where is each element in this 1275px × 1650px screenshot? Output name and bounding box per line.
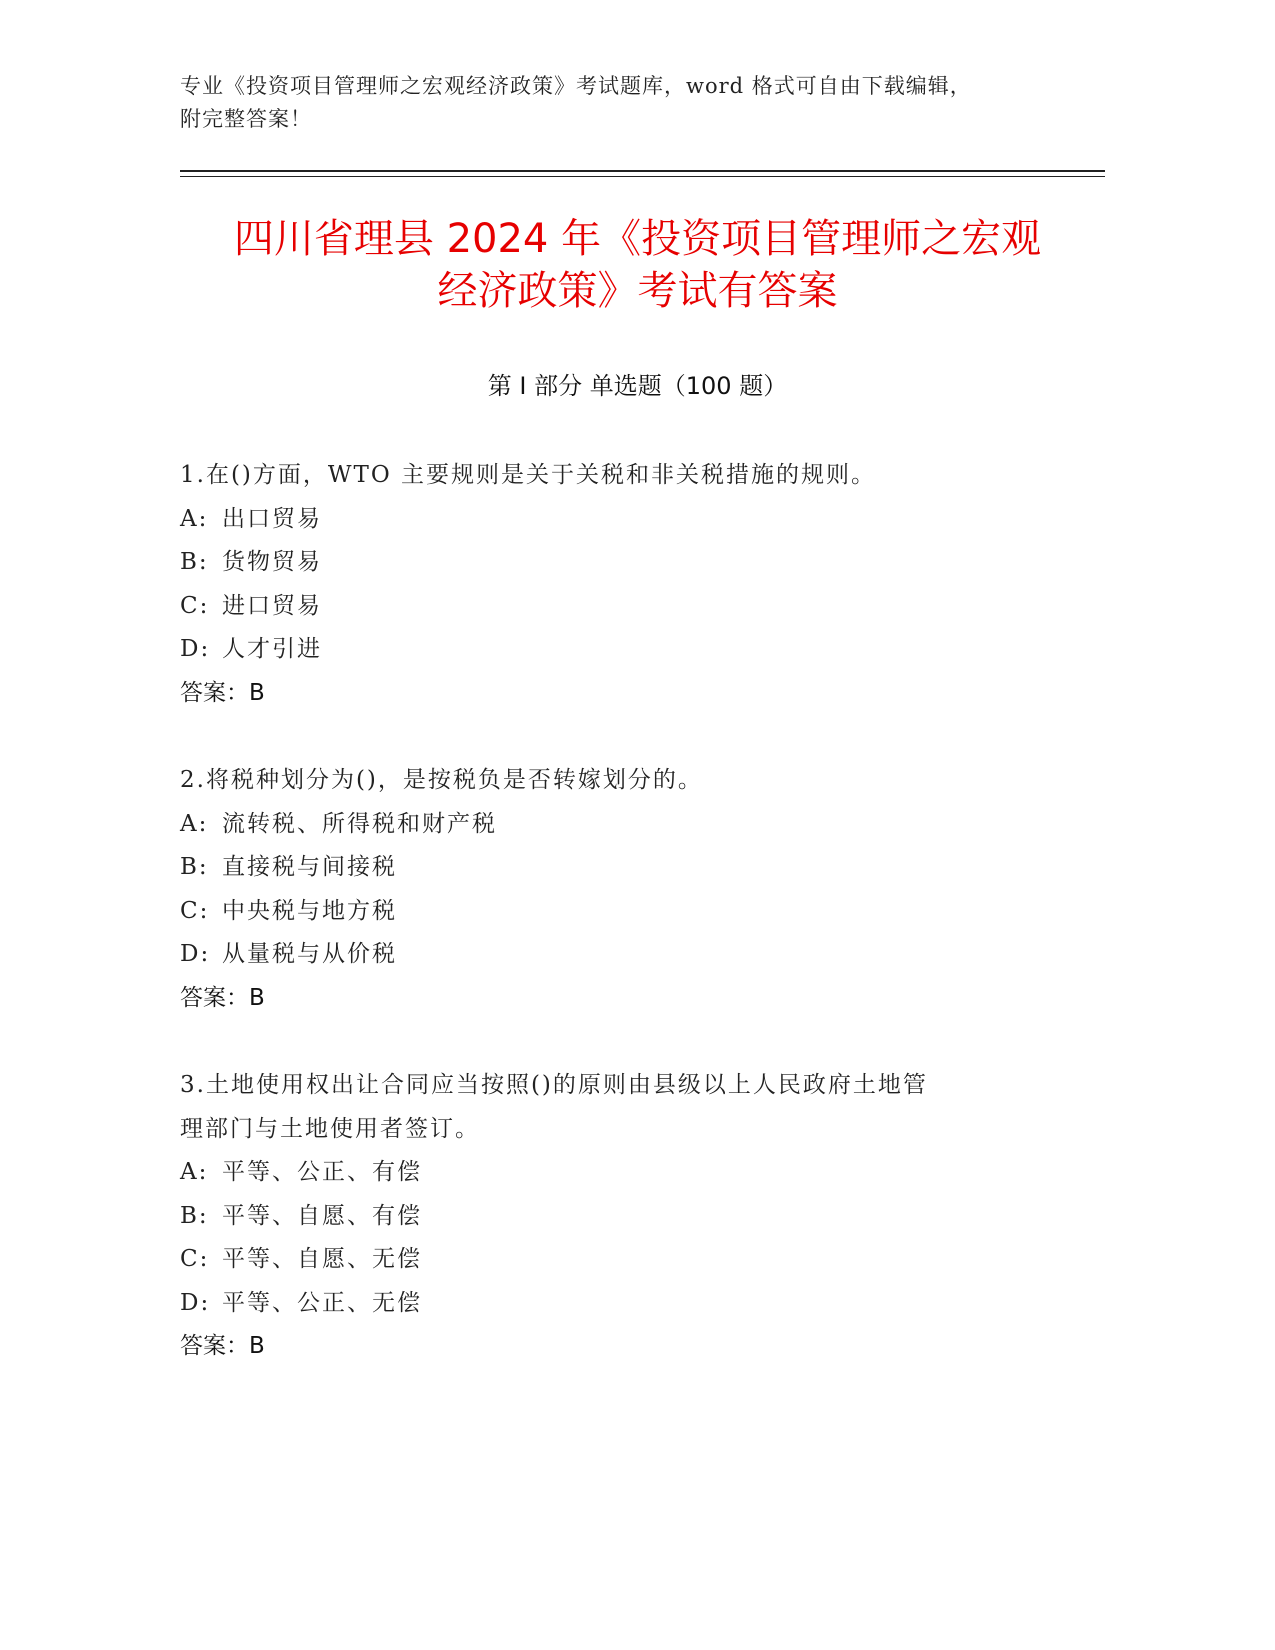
header-divider-thick [180, 170, 1105, 172]
question-1 [180, 454, 1080, 715]
option-b [180, 846, 1080, 890]
option-d [180, 628, 1080, 672]
option-c [180, 585, 1080, 629]
option-letter: B: [180, 854, 209, 880]
option-letter: C: [180, 897, 210, 924]
option-letter: A: [180, 1159, 209, 1185]
option-letter: C: [180, 1246, 210, 1272]
option-text: 平等、公正、无偿 [222, 1289, 422, 1316]
question-stem: 1.在()方面，WTO 主要规则是关于关税和非关税措施的规则。 [180, 462, 877, 488]
option-text: 出口贸易 [222, 505, 322, 532]
option-letter: B: [180, 1202, 209, 1229]
option-b [180, 541, 1080, 585]
option-letter: A: [180, 505, 209, 532]
question-stem: 3.土地使用权出让合同应当按照()的原则由县级以上人民政府土地管 [180, 1072, 928, 1098]
option-c [180, 1238, 1080, 1282]
option-letter: D: [180, 941, 211, 967]
option-text: 平等、公正、有偿 [222, 1159, 422, 1185]
section-heading: 第 I 部分 单选题（100 题） [487, 372, 788, 400]
header-note [180, 70, 1080, 136]
option-d [180, 933, 1080, 977]
option-a [180, 803, 1080, 847]
option-text: 平等、自愿、无偿 [222, 1246, 422, 1272]
document-title-line: 四川省理县 2024 年《投资项目管理师之宏观 [233, 216, 1042, 262]
document-title-line: 经济政策》考试有答案 [437, 268, 838, 314]
option-a [180, 498, 1080, 542]
question-2 [180, 759, 1080, 1020]
option-text: 货物贸易 [222, 549, 322, 575]
question-stem: 2.将税种划分为()，是按税负是否转嫁划分的。 [180, 767, 703, 793]
header-note-line: 专业《投资项目管理师之宏观经济政策》考试题库，word 格式可自由下载编辑， [180, 74, 972, 98]
question-stem: 理部门与土地使用者签订。 [180, 1115, 480, 1142]
option-c [180, 890, 1080, 934]
option-letter: C: [180, 592, 210, 619]
option-text: 人才引进 [222, 636, 322, 662]
answer-line: 答案：B [180, 1333, 265, 1359]
option-text: 中央税与地方税 [222, 897, 397, 924]
question-3 [180, 1064, 1080, 1369]
option-text: 从量税与从价税 [222, 941, 397, 967]
document-title [150, 213, 1125, 317]
option-text: 流转税、所得税和财产税 [222, 810, 497, 837]
option-d [180, 1282, 1080, 1326]
option-a [180, 1151, 1080, 1195]
option-text: 直接税与间接税 [222, 854, 397, 880]
header-divider-thin [180, 176, 1105, 177]
answer-line: 答案：B [180, 679, 265, 706]
option-letter: D: [180, 636, 211, 662]
option-letter: B: [180, 549, 209, 575]
header-note-line: 附完整答案！ [180, 107, 312, 131]
option-b [180, 1195, 1080, 1239]
option-text: 进口贸易 [222, 592, 322, 619]
option-text: 平等、自愿、有偿 [222, 1202, 422, 1229]
option-letter: A: [180, 810, 209, 837]
answer-line: 答案：B [180, 984, 265, 1011]
option-letter: D: [180, 1289, 211, 1316]
